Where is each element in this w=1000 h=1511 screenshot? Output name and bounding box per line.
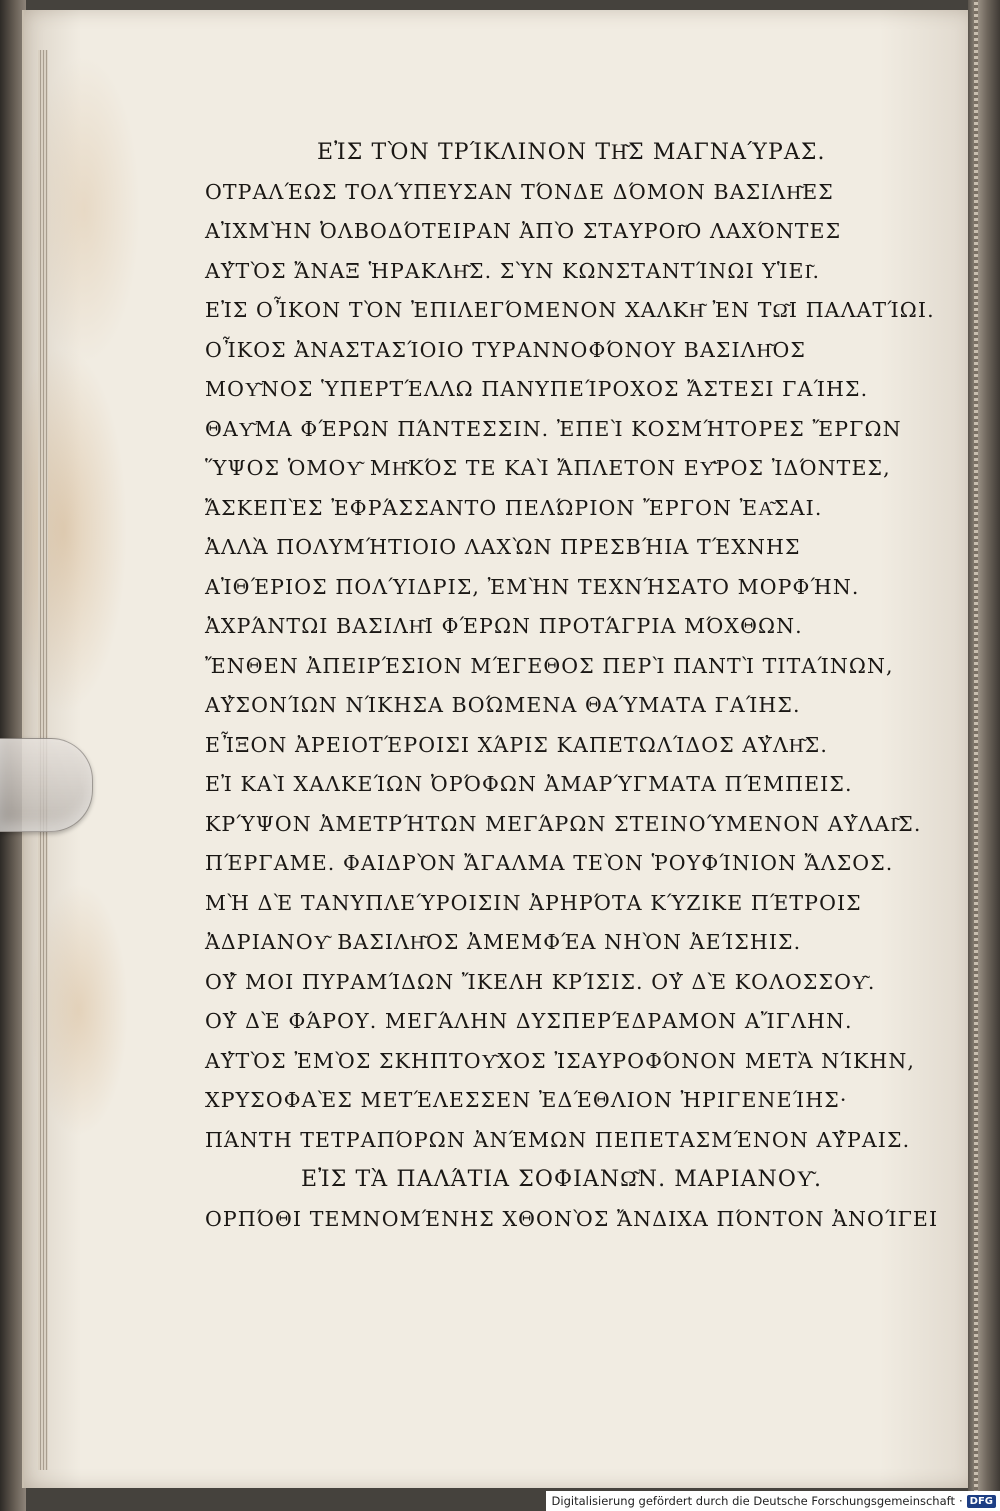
verse-line: ΜΟΥ͂ΝΟΣ ὙΠΕΡΤΈΛΛΩ ΠΑΝΥΠΕΊΡΟΧΟΣ ἌΣΤΕΣΙ ΓΑΊΗΣ. xyxy=(205,377,869,401)
verse-line: ΕἾΞΟΝ ἈΡΕΙΟΤΈΡΟΙΣΙ ΧΆΡΙΣ ΚΑΠΕΤΩΛΊΔΟΣ ΑΥ̓ΛΗ͂Σ. xyxy=(205,732,828,757)
greek-text-block xyxy=(205,133,939,1239)
verse-line: ΟΡΠΌΘΙ ΤΕΜΝΟΜΈΝΗΣ ΧΘΟΝῸΣ ἌΝΔΙΧΑ ΠΌΝΤΟΝ ἈΝΟΊΓΕΙ xyxy=(205,1206,939,1231)
verse-line: ΟΤΡΑΛΈΩΣ ΤΟΛΎΠΕΥΣΑΝ ΤΌΝΔΕ ΔΌΜΟΝ ΒΑΣΙΛΗ͂ΕΣ xyxy=(205,179,834,204)
heading-magnaura: ΕἸΣ ΤῸΝ ΤΡΊΚΛΙΝΟΝ ΤΗ͂Σ ΜΑΓΝΑΎΡΑΣ. xyxy=(317,140,826,165)
verse-line: ΟἾΚΟΣ ἈΝΑΣΤΑΣΊΟΙΟ ΤΥΡΑΝΝΟΦΌΝΟΥ ΒΑΣΙΛΗ͂ΟΣ xyxy=(205,337,806,362)
verse-line: ΑΥ̓ΤῸΣ ἘΜῸΣ ΣΚΗΠΤΟΥ͂ΧΟΣ ἸΣΑΥΡΟΦΌΝΟΝ ΜΕΤᾺ ΝΊΚΗΝ, xyxy=(205,1048,915,1073)
verse-line: ΟΥ̓ ΔῈ ΦΆΡΟΥ. ΜΕΓΆΛΗΝ ΔΥΣΠΕΡΈΔΡΑΜΟΝ ΑἼΓΛΗΝ. xyxy=(205,1009,853,1033)
verse-line: ΑἸΘΈΡΙΟΣ ΠΟΛΎΙΔΡΙΣ, ἘΜῊΝ ΤΕΧΝΉΣΑΤΟ ΜΟΡΦΉΝ. xyxy=(205,574,860,599)
footer-credit: Digitalisierung gefördert durch die Deutsche Forschungsgemeinschaft xyxy=(551,1494,955,1508)
dfg-logo-icon: DFG xyxy=(967,1495,996,1508)
page-clip xyxy=(0,738,93,832)
verse-line: ΘΑΥ͂ΜΑ ΦΈΡΩΝ ΠΆΝΤΕΣΣΙΝ. ἘΠΕῚ ΚΟΣΜΉΤΟΡΕΣ ἜΡΓΩΝ xyxy=(205,416,902,441)
heading-chalke: ΕἸΣ ΟἾΚΟΝ ΤῸΝ ἘΠΙΛΕΓΌΜΕΝΟΝ ΧΑΛΚΗ͂ ἘΝ ΤΩ͂Ι ΠΑΛΑΤΊΩΙ. xyxy=(205,298,935,322)
verse-line: ΠΆΝΤΗ ΤΕΤΡΑΠΌΡΩΝ ἈΝΈΜΩΝ ΠΕΠΕΤΑΣΜΈΝΟΝ ΑΥ̓́ΡΑΙΣ. xyxy=(205,1127,911,1152)
verse-line: ΑἸΧΜῊΝ ὈΛΒΟΔΌΤΕΙΡΑΝ ἈΠῸ ΣΤΑΥΡΟΙ͂Ο ΛΑΧΌΝΤΕΣ xyxy=(205,219,842,243)
verse-line: ΠΈΡΓΑΜΕ. ΦΑΙΔΡῸΝ ἌΓΑΛΜΑ ΤΕῸΝ ῬΟΥΦΊΝΙΟΝ ἌΛΣΟΣ. xyxy=(205,851,894,875)
verse-line: ἈΧΡΆΝΤΩΙ ΒΑΣΙΛΗ͂Ι ΦΈΡΩΝ ΠΡΟΤΆΓΡΙΑ ΜΌΧΘΩΝ. xyxy=(205,614,803,638)
verse-line: ὝΨΟΣ ὉΜΟΥ͂ ΜΗ͂ΚΌΣ ΤΕ ΚΑῚ ἌΠΛΕΤΟΝ ΕΥ̓͂ΡΟΣ ἸΔΌΝΤΕΣ, xyxy=(205,456,891,480)
book-right-edge xyxy=(968,0,1000,1511)
epigram-chalke xyxy=(205,331,922,1161)
footer-separator: · xyxy=(959,1494,963,1508)
digitization-footer xyxy=(546,1491,1000,1511)
verse-line: ΑΥ̓ΤῸΣ ἌΝΑΞ ἩΡΑΚΛΗ͂Σ. ΣῪΝ ΚΩΝΣΤΑΝΤΊΝΩΙ ΥἹΕΙ͂. xyxy=(205,258,821,283)
epigram-magnaura xyxy=(205,173,842,292)
verse-line: ΑΥ̓ΣΟΝΊΩΝ ΝΊΚΗΣΑ ΒΟΏΜΕΝΑ ΘΑΎΜΑΤΑ ΓΑΊΗΣ. xyxy=(205,693,801,717)
verse-line: ΟΥ̓́ ΜΟΙ ΠΥΡΑΜΊΔΩΝ ἼΚΕΛΗ ΚΡΊΣΙΣ. ΟΥ̓ ΔῈ ΚΟΛΟΣΣΟΥ͂. xyxy=(205,969,876,994)
verse-line: ΧΡΥΣΟΦΑῈΣ ΜΕΤΈΛΕΣΣΕΝ ἘΔΈΘΛΙΟΝ ἨΡΙΓΕΝΕΊΗΣ· xyxy=(205,1088,848,1112)
heading-sophianae: ΕἸΣ ΤᾺ ΠΑΛΆΤΙΑ ΣΟΦΙΑΝΩ͂Ν. ΜΑΡΙΑΝΟΥ͂. xyxy=(301,1167,823,1192)
verse-line: ΚΡΎΨΟΝ ἈΜΕΤΡΉΤΩΝ ΜΕΓΆΡΩΝ ΣΤΕΙΝΟΎΜΕΝΟΝ ΑΥ̓ΛΑΙ͂Σ. xyxy=(205,811,922,836)
epigram-sophianae xyxy=(205,1200,939,1240)
verse-line: ἌΣΚΕΠῈΣ ἘΦΡΆΣΣΑΝΤΟ ΠΕΛΏΡΙΟΝ ἜΡΓΟΝ ἘΑ͂ΣΑΙ. xyxy=(205,495,823,520)
verse-line: ΜῊ ΔῈ ΤΑΝΥΠΛΕΎΡΟΙΣΙΝ ἈΡΗΡΌΤΑ ΚΎΖΙΚΕ ΠΈΤΡΟΙΣ xyxy=(205,890,862,915)
verse-line: ΕἸ ΚΑῚ ΧΑΛΚΕΊΩΝ ὈΡΌΦΩΝ ἈΜΑΡΎΓΜΑΤΑ ΠΈΜΠΕΙΣ. xyxy=(205,772,853,796)
verse-line: ἜΝΘΕΝ ἈΠΕΙΡΈΣΙΟΝ ΜΈΓΕΘΟΣ ΠΕΡῚ ΠΑΝΤῚ ΤΙΤΑΊΝΩΝ, xyxy=(205,653,894,678)
verse-line: ἈΔΡΙΑΝΟΥ͂ ΒΑΣΙΛΗ͂ΟΣ ἈΜΕΜΦΈΑ ΝΗῸΝ ἈΕΊΣΗΙΣ. xyxy=(205,930,802,954)
page-stack-strip xyxy=(974,0,978,1511)
verse-line: ἈΛΛᾺ ΠΟΛΥΜΉΤΙΟΙΟ ΛΑΧῺΝ ΠΡΕΣΒΉΙΑ ΤΈΧΝΗΣ xyxy=(205,535,801,559)
